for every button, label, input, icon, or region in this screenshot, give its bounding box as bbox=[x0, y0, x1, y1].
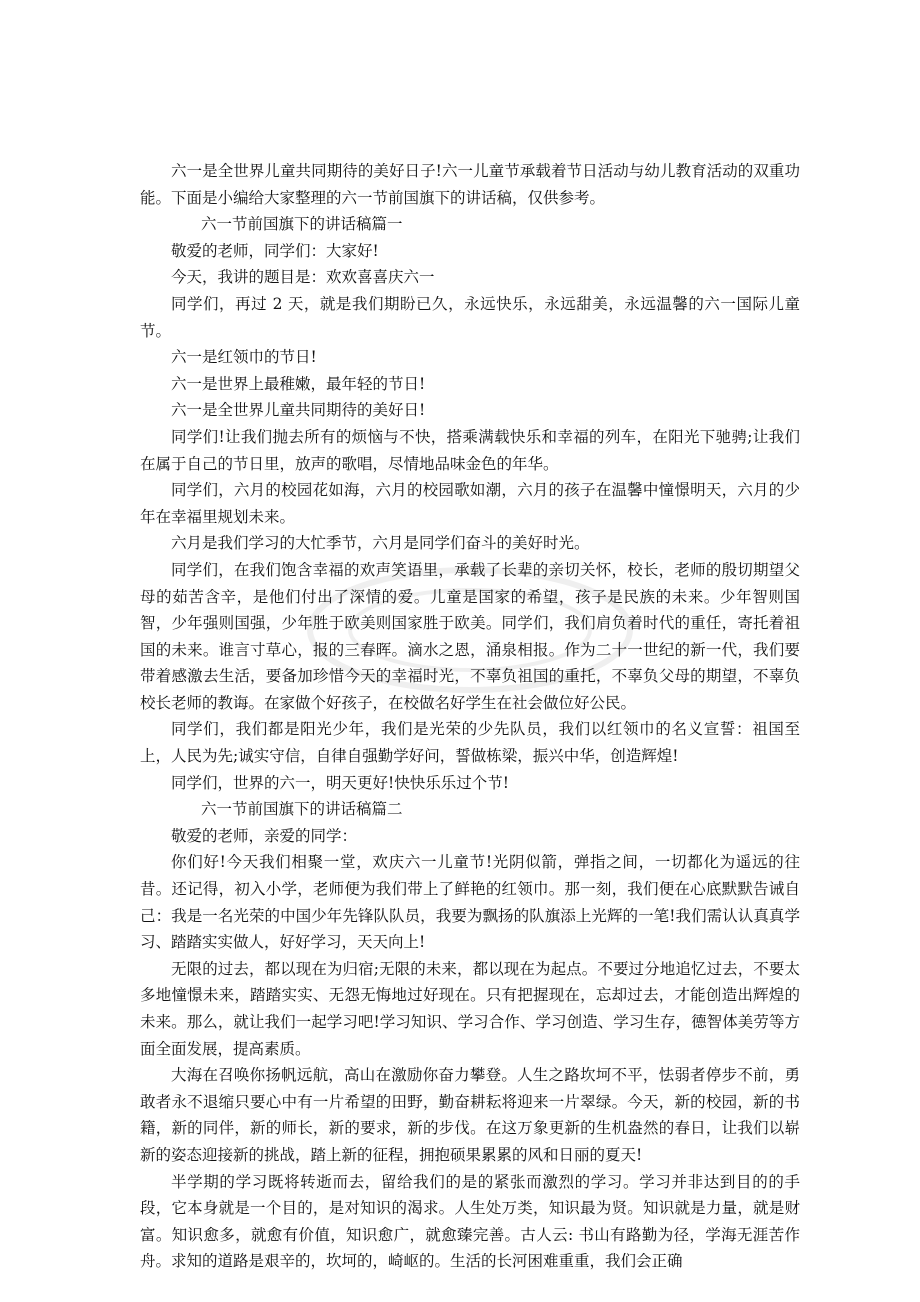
body-paragraph: 今天，我讲的题目是：欢欢喜喜庆六一 bbox=[171, 268, 435, 287]
body-paragraph: 六月是我们学习的大忙季节，六月是同学们奋斗的美好时光。 bbox=[171, 534, 590, 553]
body-paragraph: 同学们，在我们饱含幸福的欢声笑语里，承载了长辈的亲切关怀，校长，老师的殷切期望父母的茹苦含辛，是他们付出了深情的爱。儿童是国家的希望，孩子是民族的未来。少年智则国智，少年强则国强，少年胜于欧美则国家胜于欧美。同学们，我们肩负着时代的重任，寄托着祖国的未来。谁言寸草心，报的三春晖。滴水之恩，涌泉相报。作为二十一世纪的新一代，我们要带着感激去生活，要备加珍惜今天的幸福时光，不辜负祖国的重托，不辜负父母的期望，不辜负校长老师的教诲。在家做个好孩子，在校做名好学生在社会做位好公民。 bbox=[140, 560, 800, 712]
body-paragraph: 你们好!今天我们相聚一堂，欢庆六一儿童节!光阴似箭，弹指之间，一切都化为遥远的往昔。还记得，初入小学，老师便为我们带上了鲜艳的红领巾。那一刻，我们便在心底默默告诫自己：我是一名光荣的中国少年先锋队队员，我要为飘扬的队旗添上光辉的一笔!我们需认认真真学习、踏踏实实做人，好好学习，天天向上! bbox=[140, 853, 800, 952]
body-paragraph: 敬爱的老师，同学们：大家好! bbox=[171, 241, 379, 260]
body-paragraph: 同学们，六月的校园花如海，六月的校园歌如潮，六月的孩子在温馨中憧憬明天，六月的少年在幸福里规划未来。 bbox=[140, 481, 800, 526]
body-paragraph: 六一是全世界儿童共同期待的美好日! bbox=[171, 401, 426, 420]
document-page bbox=[140, 158, 800, 1275]
body-paragraph: 六一是全世界儿童共同期待的美好日子!六一儿童节承载着节日活动与幼儿教育活动的双重功能。下面是小编给大家整理的六一节前国旗下的讲话稿，仅供参考。 bbox=[140, 162, 800, 207]
section-heading: 六一节前国旗下的讲话稿篇二 bbox=[201, 800, 403, 819]
body-paragraph: 六一是世界上最稚嫩，最年轻的节日! bbox=[171, 374, 426, 393]
body-paragraph: 同学们，再过 2 天，就是我们期盼已久，永远快乐，永远甜美，永远温馨的六一国际儿童节。 bbox=[140, 294, 800, 340]
body-paragraph: 同学们，我们都是阳光少年，我们是光荣的少先队员，我们以红领巾的名义宣誓：祖国至上，人民为先;诚实守信，自律自强勤学好问，誓做栋梁，振兴中华，创造辉煌! bbox=[140, 720, 800, 766]
body-paragraph: 半学期的学习既将转逝而去，留给我们的是的紧张而激烈的学习。学习并非达到目的的手段，它本身就是一个目的，是对知识的渴求。人生处万类，知识最为贤。知识就是力量，就是财富。知识愈多，就愈有价值，知识愈广，就愈臻完善。古人云: 书山有路勤为径，学海无涯苦作舟。求知的道路是艰辛的，坎坷的，崎岖的。生活的长河困难重重，我们会正确 bbox=[140, 1172, 800, 1271]
body-paragraph: 敬爱的老师，亲爱的同学： bbox=[171, 826, 358, 845]
body-paragraph: 六一是红领巾的节日! bbox=[171, 348, 317, 367]
section-heading: 六一节前国旗下的讲话稿篇一 bbox=[201, 215, 403, 234]
body-paragraph: 同学们!让我们抛去所有的烦恼与不快，搭乘满载快乐和幸福的列车，在阳光下驰骋;让我们在属于自己的节日里，放声的歌唱，尽情地品味金色的年华。 bbox=[140, 427, 800, 473]
body-paragraph: 大海在召唤你扬帆远航，高山在激励你奋力攀登。人生之路坎坷不平，怯弱者停步不前，勇敢者永不退缩只要心中有一片希望的田野，勤奋耕耘将迎来一片翠绿。今天，新的校园，新的书籍，新的同伴，新的师长，新的要求，新的步伐。在这万象更新的生机盎然的春日，让我们以崭新的姿态迎接新的挑战，踏上新的征程，拥抱硕果累累的风和日丽的夏天! bbox=[140, 1066, 800, 1164]
body-paragraph: 同学们，世界的六一，明天更好!快快乐乐过个节! bbox=[171, 773, 509, 792]
body-paragraph: 无限的过去，都以现在为归宿;无限的未来，都以现在为起点。不要过分地追忆过去，不要太多地憧憬未来，踏踏实实、无怨无悔地过好现在。只有把握现在，忘却过去，才能创造出辉煌的未来。那么，就让我们一起学习吧!学习知识、学习合作、学习创造、学习生存，德智体美劳等方面全面发展，提高素质。 bbox=[140, 959, 800, 1058]
